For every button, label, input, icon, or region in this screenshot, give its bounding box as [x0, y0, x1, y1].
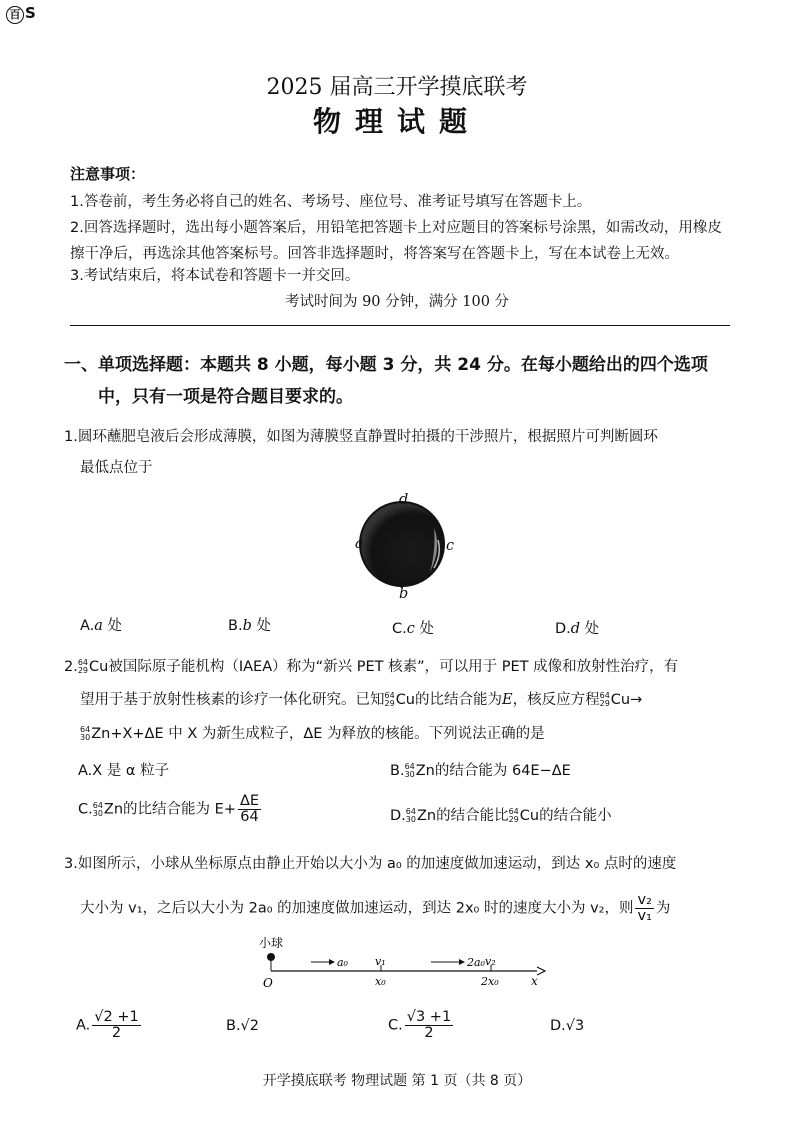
q3-text: 3.如图所示，小球从坐标原点由静止开始以大小为 a₀ 的加速度做加速运动，到达 x₀ 点时的速度	[64, 856, 677, 872]
notice-item: 2.回答选择题时，选出每小题答案后，用铅笔把答题卡上对应题目的答案标号涂黑，如需改动，用橡皮	[70, 220, 722, 236]
x0-label: x₀	[375, 975, 386, 988]
subject-title: 物理试题	[312, 105, 481, 138]
q2-line1: 2. 64 29 Cu被国际原子能机构（IAEA）称为“新兴 PET 核素”，可以用于 PET 成像和放射性治疗，有	[64, 658, 679, 675]
nuclide-index: 64 30	[404, 762, 415, 779]
q1-text: 1.圆环蘸肥皂液后会形成薄膜，如图为薄膜竖直静置时拍摄的干涉照片，根据照片可判断圆环	[64, 429, 658, 445]
nuclide-index: 64 29	[508, 807, 519, 824]
nuclide-index: 64 29	[599, 691, 610, 708]
q2-line2: 望用于基于放射性核素的诊疗一体化研究。已知 64 29 Cu的比结合能为E，核反应方程 64 29 Cu→	[80, 691, 643, 708]
origin-label: O	[263, 976, 273, 990]
x-label: x	[531, 974, 538, 988]
q2-option-d: D. 64 30 Zn的结合能比 64 29 Cu的结合能小	[390, 807, 612, 824]
fraction: $\frac{√3 +1}{2}$	[406, 1009, 452, 1042]
section-heading-cont: 中，只有一项是符合题目要求的。	[98, 387, 353, 407]
q1-option-d: D.d 处	[555, 621, 600, 637]
fraction: $\frac{\Delta E}{64}$	[239, 793, 260, 826]
q3-option-a: A. $\frac{√2 +1}{2}$	[76, 1009, 139, 1042]
accel-arrow-icon	[329, 959, 335, 965]
page-footer: 开学摸底联考 物理试题 第 1 页（共 8 页）	[262, 1073, 532, 1089]
notice-item: 擦干净后，再选涂其他答案标号。回答非选择题时，将答案写在答题卡上，写在本试卷上无效。	[70, 246, 679, 262]
label-a: a	[355, 536, 364, 552]
nuclide-index: 64 29	[384, 691, 395, 708]
2a0-label: 2a₀	[467, 956, 485, 969]
logo-letter: S	[25, 4, 36, 22]
2x0-label: 2x₀	[481, 975, 499, 988]
x-axis-arrow-icon	[537, 967, 545, 975]
q1-option-a: A.a 处	[80, 618, 123, 634]
q1-text-cont: 最低点位于	[80, 460, 153, 476]
motion-diagram	[255, 935, 555, 995]
exam-title: 2025 届高三开学摸底联考	[266, 75, 528, 100]
notice-item: 1.答卷前，考生务必将自己的姓名、考场号、座位号、准考证号填写在答题卡上。	[70, 194, 592, 210]
q2-option-b: B. 64 30 Zn的结合能为 64E−ΔE	[390, 762, 571, 779]
label-d: d	[399, 492, 409, 508]
ball-label: 小球	[259, 936, 284, 950]
logo-circle: 百	[6, 6, 24, 24]
q2-option-c: C. 64 30 Zn的比结合能为 E+ $\frac{\Delta E}{64}$	[78, 793, 260, 826]
exam-time: 考试时间为 90 分钟，满分 100 分	[284, 294, 510, 310]
notice-item: 3.考试结束后，将本试卷和答题卡一并交回。	[70, 268, 360, 284]
nuclide-index: 64 29	[77, 658, 89, 675]
q3-option-c: C. $\frac{√3 +1}{2}$	[388, 1009, 452, 1042]
q1-option-c: C.c 处	[392, 621, 434, 637]
publisher-logo	[6, 4, 36, 24]
nuclide-index: 64 30	[405, 807, 416, 824]
q2-option-a: A.X 是 α 粒子	[78, 763, 170, 779]
v1-label: v₁	[375, 955, 386, 968]
q2-line3: 64 30 Zn+X+ΔE 中 X 为新生成粒子，ΔE 为释放的核能。下列说法正确的是	[80, 725, 545, 742]
divider	[70, 325, 730, 326]
v2-label: v₂	[485, 955, 496, 968]
soap-film-ring	[360, 502, 444, 586]
label-b: b	[399, 586, 409, 602]
section-heading: 一、单项选择题：本题共 8 小题，每小题 3 分，共 24 分。在每小题给出的四个选项	[64, 355, 708, 375]
accel-arrow-icon	[459, 959, 465, 965]
a0-label: a₀	[337, 956, 348, 969]
nuclide-index: 64 30	[92, 800, 103, 818]
q3-option-d: D.√3	[550, 1018, 585, 1034]
nuclide-index: 64 30	[80, 725, 91, 742]
label-c: c	[446, 538, 455, 554]
velocity-ratio: $\frac{\text{v₂}}{\text{v₁}}$	[637, 892, 652, 925]
q3-option-b: B.√2	[226, 1018, 260, 1034]
q1-option-b: B.b 处	[228, 618, 271, 634]
fraction: $\frac{√2 +1}{2}$	[94, 1009, 139, 1042]
q3-text-cont: 大小为 v₁，之后以大小为 2a₀ 的加速度做加速运动，到达 2x₀ 时的速度大小为 v₂，则 $\frac{\text{v₂}}{\text{v₁}}$ 为	[80, 892, 671, 925]
notice-heading: 注意事项：	[70, 165, 146, 183]
